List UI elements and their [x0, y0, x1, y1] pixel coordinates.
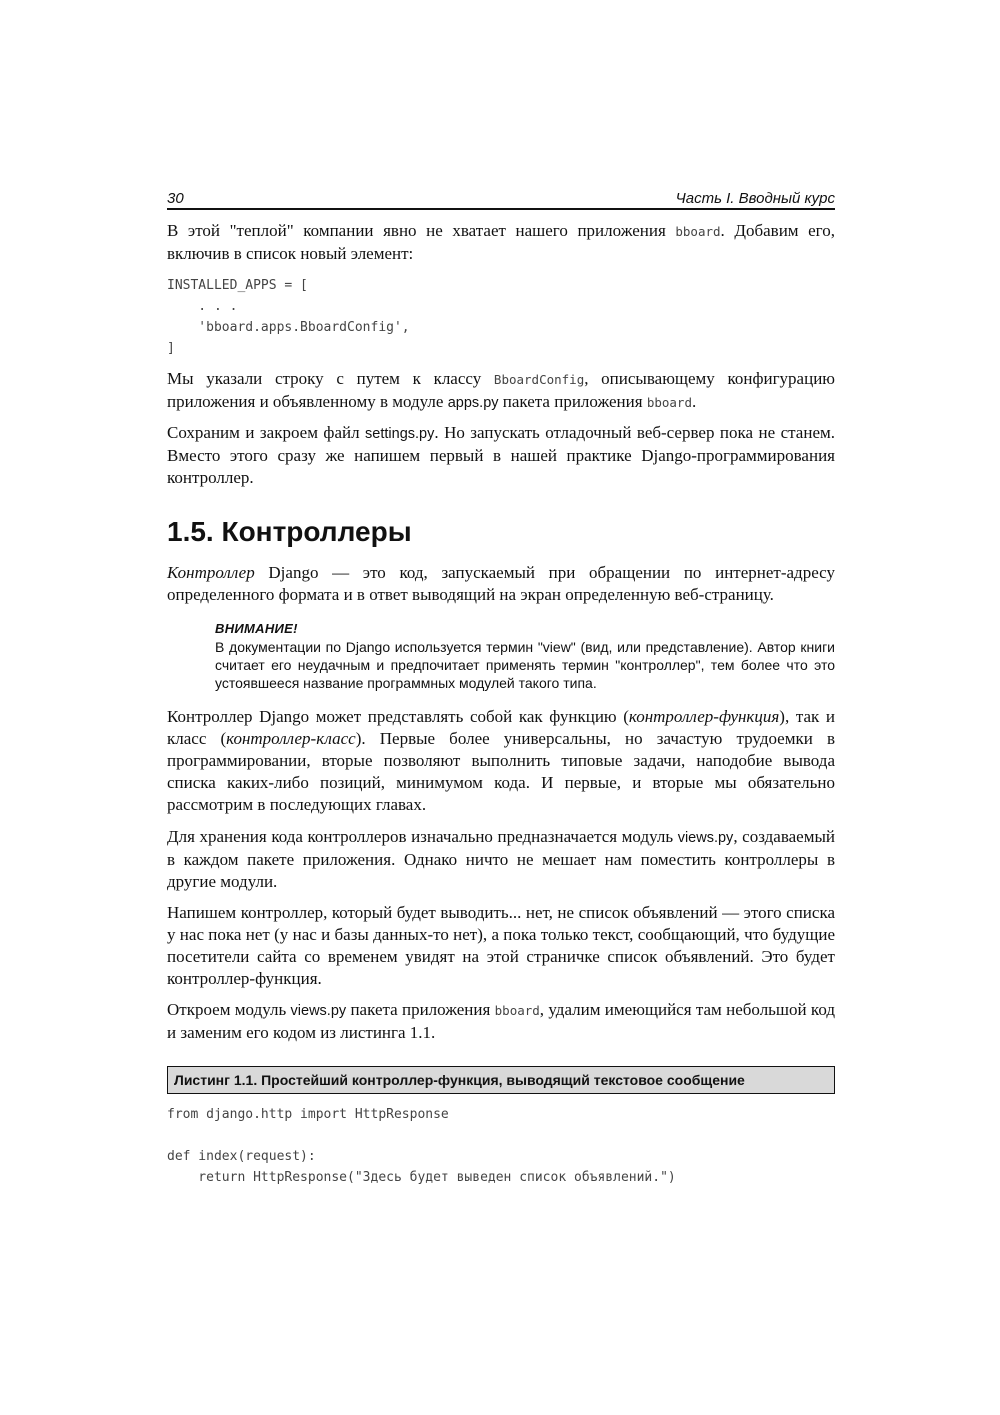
code-line: 'bboard.apps.BboardConfig',	[167, 320, 410, 335]
paragraph-2	[167, 368, 835, 414]
text: Django — это код, запускаемый при обращении по интернет-адресу определенного формата и в ответ выводящий на экран определенную веб-страницу.	[167, 563, 835, 604]
code-line: INSTALLED_APPS = [	[167, 278, 308, 293]
text: . Добавим его, включив в список новый элемент:	[167, 221, 835, 263]
text: .	[691, 392, 697, 411]
note-text: В документации по Django используется термин "view" (вид, или представление). Автор книги считает его неудачным и предпочитает применять термин "контроллер", тем более что это устоявшееся название программных модулей такого типа.	[215, 639, 835, 691]
term: контроллер-функция	[628, 707, 780, 726]
paragraph-1	[167, 220, 835, 265]
term: контроллер-класс	[226, 729, 356, 748]
text: , создаваемый в каждом пакете приложения. Однако ничто не мешает нам поместить контроллеры в другие модули.	[167, 827, 835, 891]
text: , описывающему конфигурацию приложения и объявленному в модуле	[167, 369, 835, 411]
text: Для хранения кода контроллеров изначально предназначается модуль	[167, 827, 678, 846]
running-title: Часть I. Вводный курс	[675, 190, 835, 207]
inline-code: bboard	[675, 224, 721, 239]
note-title: ВНИМАНИЕ!	[215, 621, 298, 636]
paragraph-4	[167, 562, 835, 606]
code-line: return HttpResponse("Здесь будет выведен список объявлений.")	[167, 1170, 676, 1185]
text: Сохраним и закроем файл	[167, 423, 366, 442]
paragraph-7: Напишем контроллер, который будет выводить... нет, не список объявлений — этого списка у нас пока нет (у нас и базы данных-то нет), а пока только текст, сообщающий, что будущие посетители сайта со временем увидят на этой страничке список объявлений. Это будет контроллер-функция.	[167, 903, 835, 988]
code-line: ]	[167, 341, 175, 356]
text: Откроем модуль	[167, 1000, 291, 1019]
code-line: def index(request):	[167, 1149, 316, 1164]
page-number: 30	[167, 190, 184, 207]
listing-caption: Листинг 1.1. Простейший контроллер-функция, выводящий текстовое сообщение	[167, 1066, 835, 1094]
inline-code: BboardConfig	[493, 372, 585, 387]
paragraph-6	[167, 826, 835, 893]
code-line: from django.http import HttpResponse	[167, 1107, 449, 1122]
paragraph-5	[167, 706, 835, 816]
text: пакета приложения	[498, 392, 647, 411]
text: . Но запускать отладочный веб-сервер пока не станем. Вместо этого сразу же напишем первый в нашей практике Django-программирования контроллер.	[167, 423, 835, 487]
code-block-installed-apps	[167, 275, 835, 359]
file-name: settings.py	[365, 426, 435, 442]
term: Контроллер	[167, 563, 255, 582]
text: Мы указали строку с путем к классу	[167, 369, 494, 388]
file-name: views.py	[290, 1003, 347, 1019]
attention-note	[215, 620, 835, 692]
file-name: apps.py	[447, 395, 499, 411]
inline-code: bboard	[494, 1003, 540, 1018]
text: ). Первые более универсальны, но зачастую трудоемки в программировании, вторые позволяют выполнить типовые задачи, наподобие вывода списка каких-либо позиций, минимумом кода. И первые, и вторые мы обязательно рассмотрим в последующих главах.	[167, 729, 835, 814]
text: Контроллер Django может представлять собой как функцию (	[167, 707, 629, 726]
code-line: . . .	[167, 299, 238, 314]
inline-code: bboard	[646, 395, 692, 410]
file-name: views.py	[677, 830, 734, 846]
text: В этой "теплой" компании явно не хватает нашего приложения	[167, 221, 676, 240]
paragraph-8	[167, 999, 835, 1044]
page-body	[167, 186, 835, 1188]
text: ), так и класс (	[167, 707, 835, 748]
running-header	[167, 186, 835, 210]
text: , удалим имеющийся там небольшой код и заменим его кодом из листинга 1.1.	[167, 1000, 835, 1042]
text: пакета приложения	[346, 1000, 495, 1019]
code-block-listing	[167, 1104, 835, 1188]
code-line	[167, 1125, 835, 1146]
paragraph-3	[167, 422, 835, 489]
section-heading: 1.5. Контроллеры	[167, 516, 412, 547]
